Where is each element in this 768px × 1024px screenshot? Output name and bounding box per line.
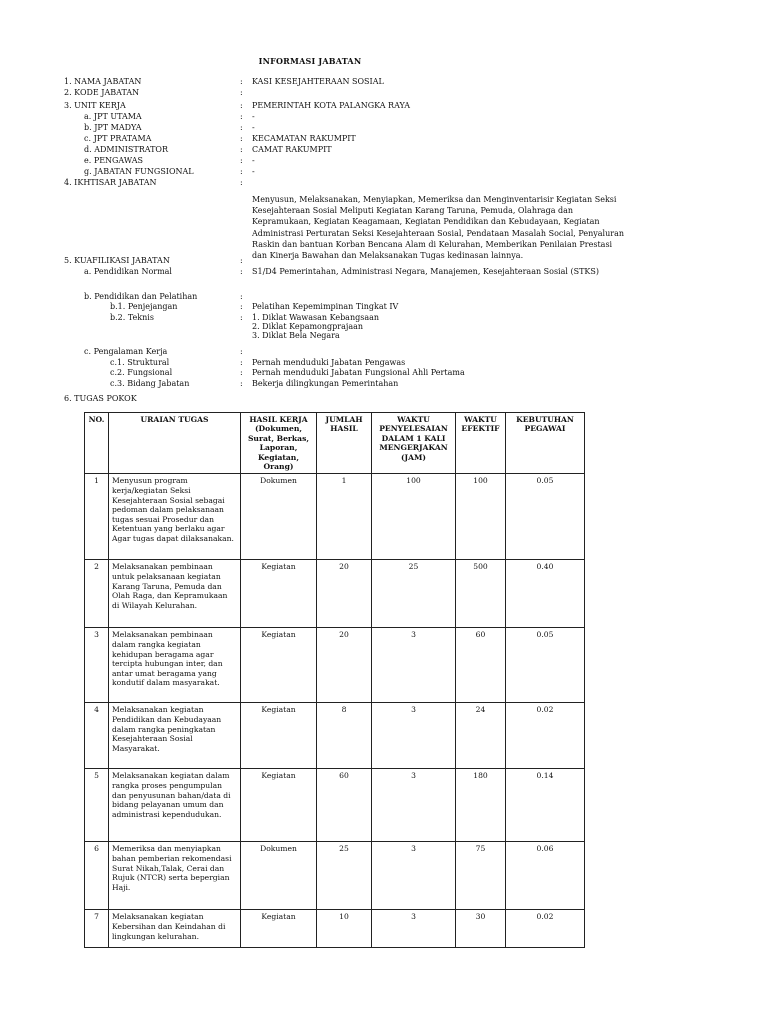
table-row: [85, 474, 585, 560]
colon: :: [240, 112, 243, 121]
field-label: 1. NAMA JABATAN: [64, 77, 142, 86]
field-label: 3. UNIT KERJA: [64, 101, 126, 110]
colon: :: [240, 88, 243, 97]
header-waktu-efektif: WAKTU EFEKTIF: [456, 413, 506, 474]
training-b2-item: 3. Diklat Bela Negara: [252, 331, 340, 340]
table-row: [85, 703, 585, 769]
colon: :: [240, 379, 243, 388]
cell-desc: Melaksanakan pembinaan dalam rangka kegiatan kehidupan beragama agar tercipta hubungan inter, dan antar umat beragama yang kondutif dalam masyarakat.: [109, 628, 241, 703]
table-header-row: [85, 413, 585, 474]
cell-time: 3: [372, 628, 456, 703]
cell-qty: 1: [317, 474, 372, 560]
table-row: [85, 910, 585, 948]
cell-no: 3: [85, 628, 109, 703]
cell-eff: 180: [456, 769, 506, 842]
field-label: e. PENGAWAS: [84, 156, 143, 165]
field-label: b. Pendidikan dan Pelatihan: [84, 292, 198, 301]
table-row: [85, 628, 585, 703]
colon: :: [240, 347, 243, 356]
field-value: -: [252, 156, 255, 165]
cell-desc: Melaksanakan kegiatan Kebersihan dan Keindahan di lingkungan kelurahan.: [109, 910, 241, 948]
field-value: CAMAT RAKUMPIT: [252, 145, 332, 154]
colon: :: [240, 292, 243, 301]
cell-no: 7: [85, 910, 109, 948]
field-value: S1/D4 Pemerintahan, Administrasi Negara, Manajemen, Kesejahteraan Sosial (STKS): [252, 267, 599, 276]
cell-eff: 500: [456, 560, 506, 628]
cell-eff: 24: [456, 703, 506, 769]
table-row: [85, 842, 585, 910]
colon: :: [240, 77, 243, 86]
tasks-table: [84, 412, 585, 948]
colon: :: [240, 267, 243, 276]
colon: :: [240, 368, 243, 377]
field-label: d. ADMINISTRATOR: [84, 145, 169, 154]
cell-result: Kegiatan: [241, 628, 317, 703]
header-no: NO.: [85, 413, 109, 474]
cell-need: 0.02: [506, 703, 585, 769]
field-label: b.2. Teknis: [110, 313, 154, 322]
cell-desc: Menyusun program kerja/kegiatan Seksi Kesejahteraan Sosial sebagai pedoman dalam pelaksanaan tugas sesuai Prosedur dan Ketentuan yang berlaku agar Agar tugas dapat dilaksanakan.: [109, 474, 241, 560]
cell-qty: 60: [317, 769, 372, 842]
cell-result: Kegiatan: [241, 560, 317, 628]
cell-need: 0.06: [506, 842, 585, 910]
colon: :: [240, 134, 243, 143]
field-value: PEMERINTAH KOTA PALANGKA RAYA: [252, 101, 410, 110]
header-jumlah-hasil: JUMLAH HASIL: [317, 413, 372, 474]
header-uraian-tugas: URAIAN TUGAS: [109, 413, 241, 474]
field-label: b.1. Penjejangan: [110, 302, 178, 311]
cell-time: 3: [372, 910, 456, 948]
cell-desc: Memeriksa dan menyiapkan bahan pemberian rekomendasi Surat Nikah,Talak, Cerai dan Rujuk (NTCR) serta bepergian Haji.: [109, 842, 241, 910]
field-value: -: [252, 112, 255, 121]
field-label: g. JABATAN FUNGSIONAL: [84, 167, 194, 176]
field-label: c.2. Fungsional: [110, 368, 173, 377]
header-hasil-kerja: HASIL KERJA (Dokumen, Surat, Berkas, Laporan, Kegiatan, Orang): [241, 413, 317, 474]
colon: :: [240, 358, 243, 367]
cell-need: 0.14: [506, 769, 585, 842]
cell-no: 4: [85, 703, 109, 769]
cell-need: 0.02: [506, 910, 585, 948]
cell-qty: 10: [317, 910, 372, 948]
field-value: Bekerja dilingkungan Pemerintahan: [252, 379, 399, 388]
cell-qty: 20: [317, 560, 372, 628]
cell-qty: 20: [317, 628, 372, 703]
colon: :: [240, 123, 243, 132]
cell-eff: 60: [456, 628, 506, 703]
colon: :: [240, 156, 243, 165]
cell-qty: 25: [317, 842, 372, 910]
field-value: Pelatihan Kepemimpinan Tingkat IV: [252, 302, 399, 311]
colon: :: [240, 101, 243, 110]
field-value: KASI KESEJAHTERAAN SOSIAL: [252, 77, 384, 86]
cell-eff: 75: [456, 842, 506, 910]
field-label: c. JPT PRATAMA: [84, 134, 152, 143]
field-label: 4. IKHTISAR JABATAN: [64, 178, 157, 187]
field-label: b. JPT MADYA: [84, 123, 142, 132]
colon: :: [240, 313, 243, 322]
section-heading: 5. KUAFILIKASI JABATAN: [64, 256, 170, 265]
colon: :: [240, 167, 243, 176]
colon: :: [240, 145, 243, 154]
field-value: 1. Diklat Wawasan Kebangsaan: [252, 313, 380, 322]
table-row: [85, 769, 585, 842]
cell-no: 5: [85, 769, 109, 842]
colon: :: [240, 302, 243, 311]
colon: :: [240, 178, 243, 187]
cell-need: 0.05: [506, 474, 585, 560]
cell-desc: Melaksanakan kegiatan dalam rangka proses pengumpulan dan penyusunan bahan/data di bidang pelayanan umum dan administrasi kependudukan.: [109, 769, 241, 842]
colon: :: [240, 256, 243, 265]
field-label: 2. KODE JABATAN: [64, 88, 140, 97]
cell-time: 3: [372, 842, 456, 910]
job-summary: Menyusun, Melaksanakan, Menyiapkan, Memeriksa dan Menginventarisir Kegiatan Seksi Kesejahteraan Sosial Meliputi Kegiatan Karang Taruna, Pemuda, Olahraga dan Kepramukaan, Kegiatan Keagamaan, Kegiatan Pendidikan dan Kebudayaan, Kegiatan Administrasi Perturatan Seksi Kesejahteraan Sosial, Pendataan Masalah Social, Penyaluran Raskin dan bantuan Korban Bencana Alam di Kelurahan, Memberikan Penilaian Prestasi dan Kinerja Bawahan dan Melaksanakan Tugas kedinasan lainnya.: [252, 195, 625, 261]
field-value: -: [252, 167, 255, 176]
cell-time: 25: [372, 560, 456, 628]
cell-desc: Melaksanakan kegiatan Pendidikan dan Kebudayaan dalam rangka peningkatan Kesejahteraan Sosial Masyarakat.: [109, 703, 241, 769]
cell-no: 6: [85, 842, 109, 910]
cell-eff: 30: [456, 910, 506, 948]
field-value: Pernah menduduki Jabatan Pengawas: [252, 358, 406, 367]
field-value: KECAMATAN RAKUMPIT: [252, 134, 356, 143]
section-heading: 6. TUGAS POKOK: [64, 394, 137, 403]
cell-no: 1: [85, 474, 109, 560]
page-title: INFORMASI JABATAN: [258, 56, 362, 66]
training-b2-item: 2. Diklat Kepamongprajaan: [252, 322, 364, 331]
cell-need: 0.40: [506, 560, 585, 628]
cell-qty: 8: [317, 703, 372, 769]
cell-time: 100: [372, 474, 456, 560]
cell-time: 3: [372, 769, 456, 842]
cell-need: 0.05: [506, 628, 585, 703]
cell-eff: 100: [456, 474, 506, 560]
field-label: c. Pengalaman Kerja: [84, 347, 168, 356]
cell-result: Kegiatan: [241, 769, 317, 842]
table-row: [85, 560, 585, 628]
field-value: -: [252, 123, 255, 132]
cell-time: 3: [372, 703, 456, 769]
cell-result: Kegiatan: [241, 703, 317, 769]
header-waktu-penyelesaian: WAKTU PENYELESAIAN DALAM 1 KALI MENGERJAKAN (JAM): [372, 413, 456, 474]
cell-no: 2: [85, 560, 109, 628]
cell-result: Dokumen: [241, 474, 317, 560]
cell-result: Dokumen: [241, 842, 317, 910]
field-label: a. Pendidikan Normal: [84, 267, 172, 276]
header-kebutuhan-pegawai: KEBUTUHAN PEGAWAI: [506, 413, 585, 474]
field-label: c.3. Bidang Jabatan: [110, 379, 190, 388]
cell-desc: Melaksanakan pembinaan untuk pelaksanaan kegiatan Karang Taruna, Pemuda dan Olah Raga, dan Kepramukaan di Wilayah Kelurahan.: [109, 560, 241, 628]
field-label: c.1. Struktural: [110, 358, 170, 367]
cell-result: Kegiatan: [241, 910, 317, 948]
field-value: Pernah menduduki Jabatan Fungsional Ahli Pertama: [252, 368, 465, 377]
field-label: a. JPT UTAMA: [84, 112, 142, 121]
